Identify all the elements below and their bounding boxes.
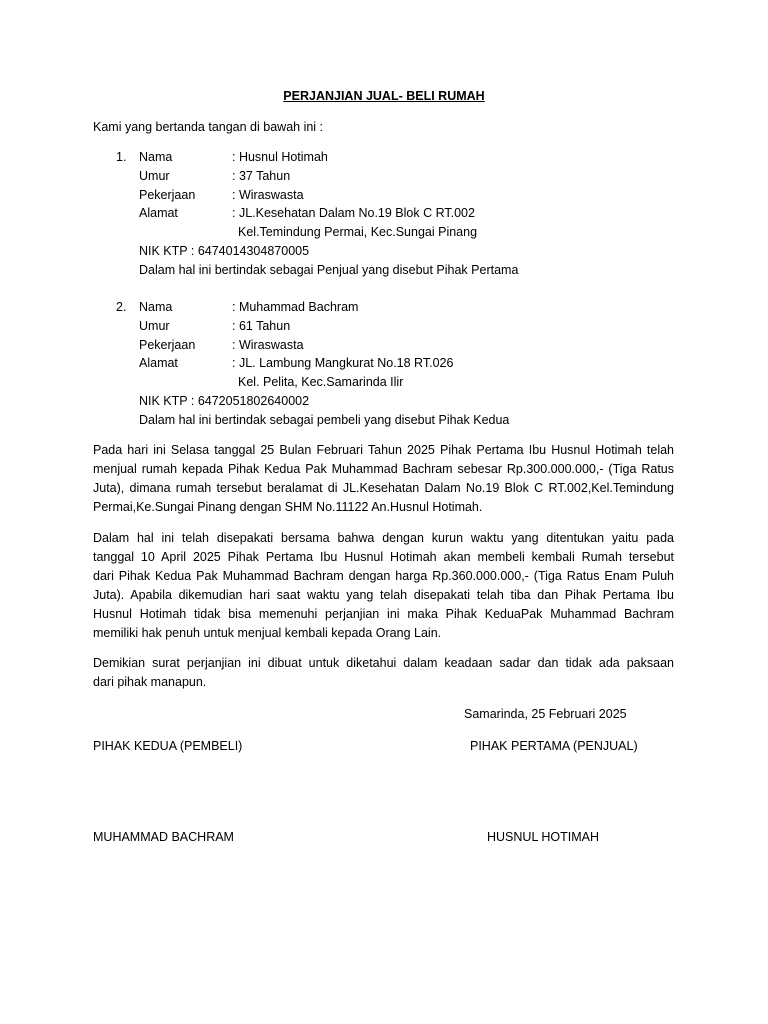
paragraph-line: Permai,Ke.Sungai Pinang dengan SHM No.11122 An.Husnul Hotimah.: [93, 500, 483, 514]
party1-name-value: : Husnul Hotimah: [232, 150, 328, 164]
paragraph-closing: [93, 654, 674, 692]
party1-address-value: : JL.Kesehatan Dalam No.19 Blok C RT.002: [232, 206, 475, 220]
signature-name-buyer: MUHAMMAD BACHRAM: [93, 830, 234, 844]
party1-number: 1.: [116, 150, 127, 164]
party2-address-continuation: Kel. Pelita, Kec.Samarinda Ilir: [238, 375, 404, 389]
party2-job-label: Pekerjaan: [139, 338, 196, 352]
paragraph-sale-statement: [93, 441, 674, 517]
party2-nik: NIK KTP : 6472051802640002: [139, 394, 310, 408]
party2-name-value: : Muhammad Bachram: [232, 300, 359, 314]
document-title: PERJANJIAN JUAL- BELI RUMAH: [283, 89, 485, 103]
paragraph-line: Dalam hal ini telah disepakati bersama bahwa dengan kurun waktu yang ditentukan yaitu pada: [93, 531, 674, 545]
place-date: Samarinda, 25 Februari 2025: [464, 707, 627, 721]
party1-name-label: Nama: [139, 150, 173, 164]
party1-address-continuation: Kel.Temindung Permai, Kec.Sungai Pinang: [238, 225, 478, 239]
paragraph-line: Pada hari ini Selasa tanggal 25 Bulan Februari Tahun 2025 Pihak Pertama Ibu Husnul Hotimah telah: [93, 443, 674, 457]
signature-role-buyer: PIHAK KEDUA (PEMBELI): [93, 739, 243, 753]
party2-age-label: Umur: [139, 319, 170, 333]
paragraph-line: Husnul Hotimah tidak bisa memenuhi perjanjian ini maka Pihak KeduaPak Muhammad Bachram: [93, 607, 674, 621]
paragraph-line: Demikian surat perjanjian ini dibuat untuk diketahui dalam keadaan sadar dan tidak ada paksaan: [93, 656, 674, 670]
party2-address-label: Alamat: [139, 356, 178, 370]
intro-text: Kami yang bertanda tangan di bawah ini :: [93, 120, 324, 134]
paragraph-line: menjual rumah kepada Pihak Kedua Pak Muhammad Bachram sebesar Rp.300.000.000,- (Tiga Ratus: [93, 462, 674, 476]
party2-age-value: : 61 Tahun: [232, 319, 291, 333]
party1-nik: NIK KTP : 6474014304870005: [139, 244, 310, 258]
party2-number: 2.: [116, 300, 127, 314]
signature-role-seller: PIHAK PERTAMA (PENJUAL): [470, 739, 638, 753]
paragraph-line: Juta). Apabila dikemudian hari saat waktu yang telah disepakati telah tiba dan Pihak Pertama Ibu: [93, 588, 674, 602]
party1-job-label: Pekerjaan: [139, 188, 196, 202]
paragraph-line: Juta), dimana rumah tersebut beralamat di JL.Kesehatan Dalam No.19 Blok C RT.002,Kel.Temindung: [93, 481, 674, 495]
party1-age-value: : 37 Tahun: [232, 169, 291, 183]
paragraph-line: dari Pihak Kedua Pak Muhammad Bachram dengan harga Rp.360.000.000,- (Tiga Ratus Enam Puluh: [93, 569, 674, 583]
party2-job-value: : Wiraswasta: [232, 338, 304, 352]
party2-name-label: Nama: [139, 300, 173, 314]
party1-age-label: Umur: [139, 169, 170, 183]
paragraph-line: tanggal 10 April 2025 Pihak Pertama Ibu Husnul Hotimah akan membeli kembali Rumah tersebut: [93, 550, 674, 564]
party1-role: Dalam hal ini bertindak sebagai Penjual yang disebut Pihak Pertama: [139, 263, 519, 277]
party1-address-label: Alamat: [139, 206, 178, 220]
paragraph-line: dari pihak manapun.: [93, 675, 207, 689]
paragraph-line: memiliki hak penuh untuk menjual kembali kepada Orang Lain.: [93, 626, 442, 640]
paragraph-buyback-agreement: [93, 529, 674, 643]
party2-address-value: : JL. Lambung Mangkurat No.18 RT.026: [232, 356, 454, 370]
signature-name-seller: HUSNUL HOTIMAH: [487, 830, 600, 844]
party1-job-value: : Wiraswasta: [232, 188, 304, 202]
party2-role: Dalam hal ini bertindak sebagai pembeli yang disebut Pihak Kedua: [139, 413, 510, 427]
